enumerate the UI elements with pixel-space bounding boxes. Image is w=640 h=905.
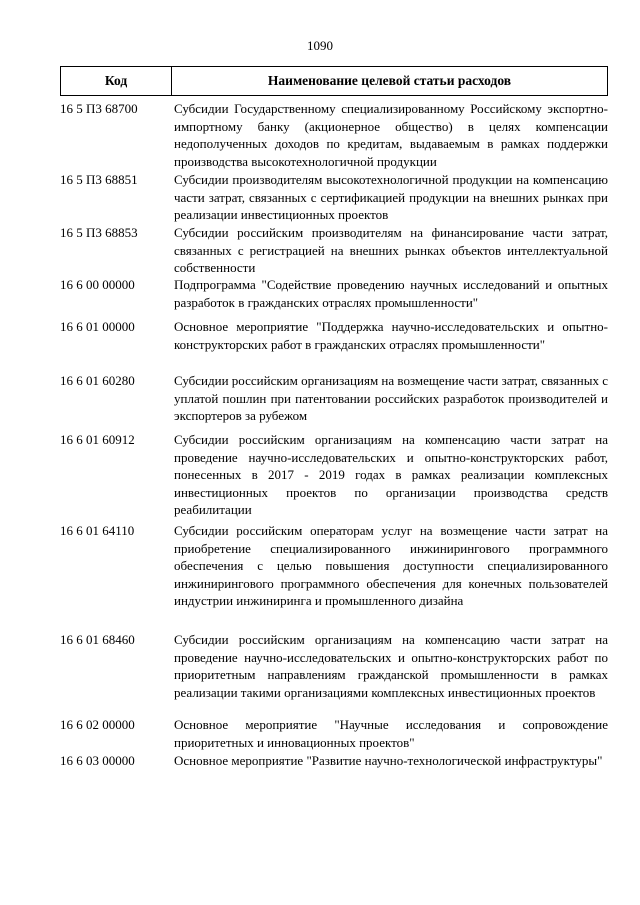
row-name: Субсидии российским организациям на возмещение части затрат, связанных с уплатой пошлин при патентовании российских разработок производителей и экспортеров за рубежом: [174, 373, 608, 423]
table-row: [60, 431, 608, 519]
table-header: [60, 66, 608, 96]
row-name: Основное мероприятие "Поддержка научно-исследовательских и опытно-конструкторских работ в гражданских отраслях промышленности": [174, 319, 608, 352]
row-code: 16 5 П3 68700: [60, 101, 138, 116]
header-code: Код: [61, 67, 172, 95]
row-code: 16 6 00 00000: [60, 277, 135, 292]
table-row: [60, 100, 608, 170]
row-name: Субсидии российским операторам услуг на возмещение части затрат на приобретение специализированного инжинирингового программного обеспечения с целью повышения доступности специализированного инжинирингового программного обеспечения для конечных пользователей индустрии инжиниринга и промышленного дизайна: [174, 523, 608, 608]
row-name: Субсидии производителям высокотехнологичной продукции на компенсацию части затрат, связанных с сертификацией продукции на внешних рынках при реализации инвестиционных проектов: [174, 172, 608, 222]
row-code: 16 6 02 00000: [60, 717, 135, 732]
header-name: Наименование целевой статьи расходов: [267, 73, 512, 88]
table-row: [60, 522, 608, 610]
table-row: [60, 372, 608, 425]
row-code: 16 5 П3 68853: [60, 225, 138, 240]
table-row: [60, 224, 608, 277]
table-row: [60, 276, 608, 311]
row-name: Основное мероприятие "Научные исследования и сопровождение приоритетных и инновационных проектов": [174, 717, 608, 750]
row-name: Субсидии российским производителям на финансирование части затрат, связанных с регистрацией на внешних рынках объектов интеллектуальной собственности: [174, 225, 608, 275]
row-name: Субсидии российским организациям на компенсацию части затрат на проведение научно-исследовательских и опытно-конструкторских работ, понесенных в 2017 - 2019 годах в рамках реализации комплексных инвестиционных проектов по организации производства средств реабилитации: [174, 432, 608, 517]
row-name: Подпрограмма "Содействие проведению научных исследований и опытных разработок в гражданских отраслях промышленности": [174, 277, 608, 310]
row-code: 16 6 01 60280: [60, 373, 135, 388]
row-name: Основное мероприятие "Развитие научно-технологической инфраструктуры": [174, 753, 603, 768]
row-name: Субсидии Государственному специализированному Российскому экспортно-импортному банку (акционерное общество) в целях компенсации недополученных доходов по кредитам, выдаваемым в рамках поддержки производства высокотехнологичной продукции: [174, 101, 608, 169]
row-name: Субсидии российским организациям на компенсацию части затрат на проведение научно-исследовательских и опытно-конструкторских работ по приоритетным направлениям гражданской промышленности в рамках реализации такими организациями комплексных инвестиционных проектов: [174, 632, 608, 700]
table-row: [60, 171, 608, 224]
row-code: 16 5 П3 68851: [60, 172, 138, 187]
row-code: 16 6 03 00000: [60, 753, 135, 768]
table-row: [60, 752, 608, 770]
page-number: 1090: [307, 38, 333, 53]
row-code: 16 6 01 64110: [60, 523, 135, 538]
row-code: 16 6 01 00000: [60, 319, 135, 334]
table-row: [60, 631, 608, 701]
row-code: 16 6 01 68460: [60, 632, 135, 647]
row-code: 16 6 01 60912: [60, 432, 135, 447]
table-row: [60, 716, 608, 751]
table-row: [60, 318, 608, 353]
